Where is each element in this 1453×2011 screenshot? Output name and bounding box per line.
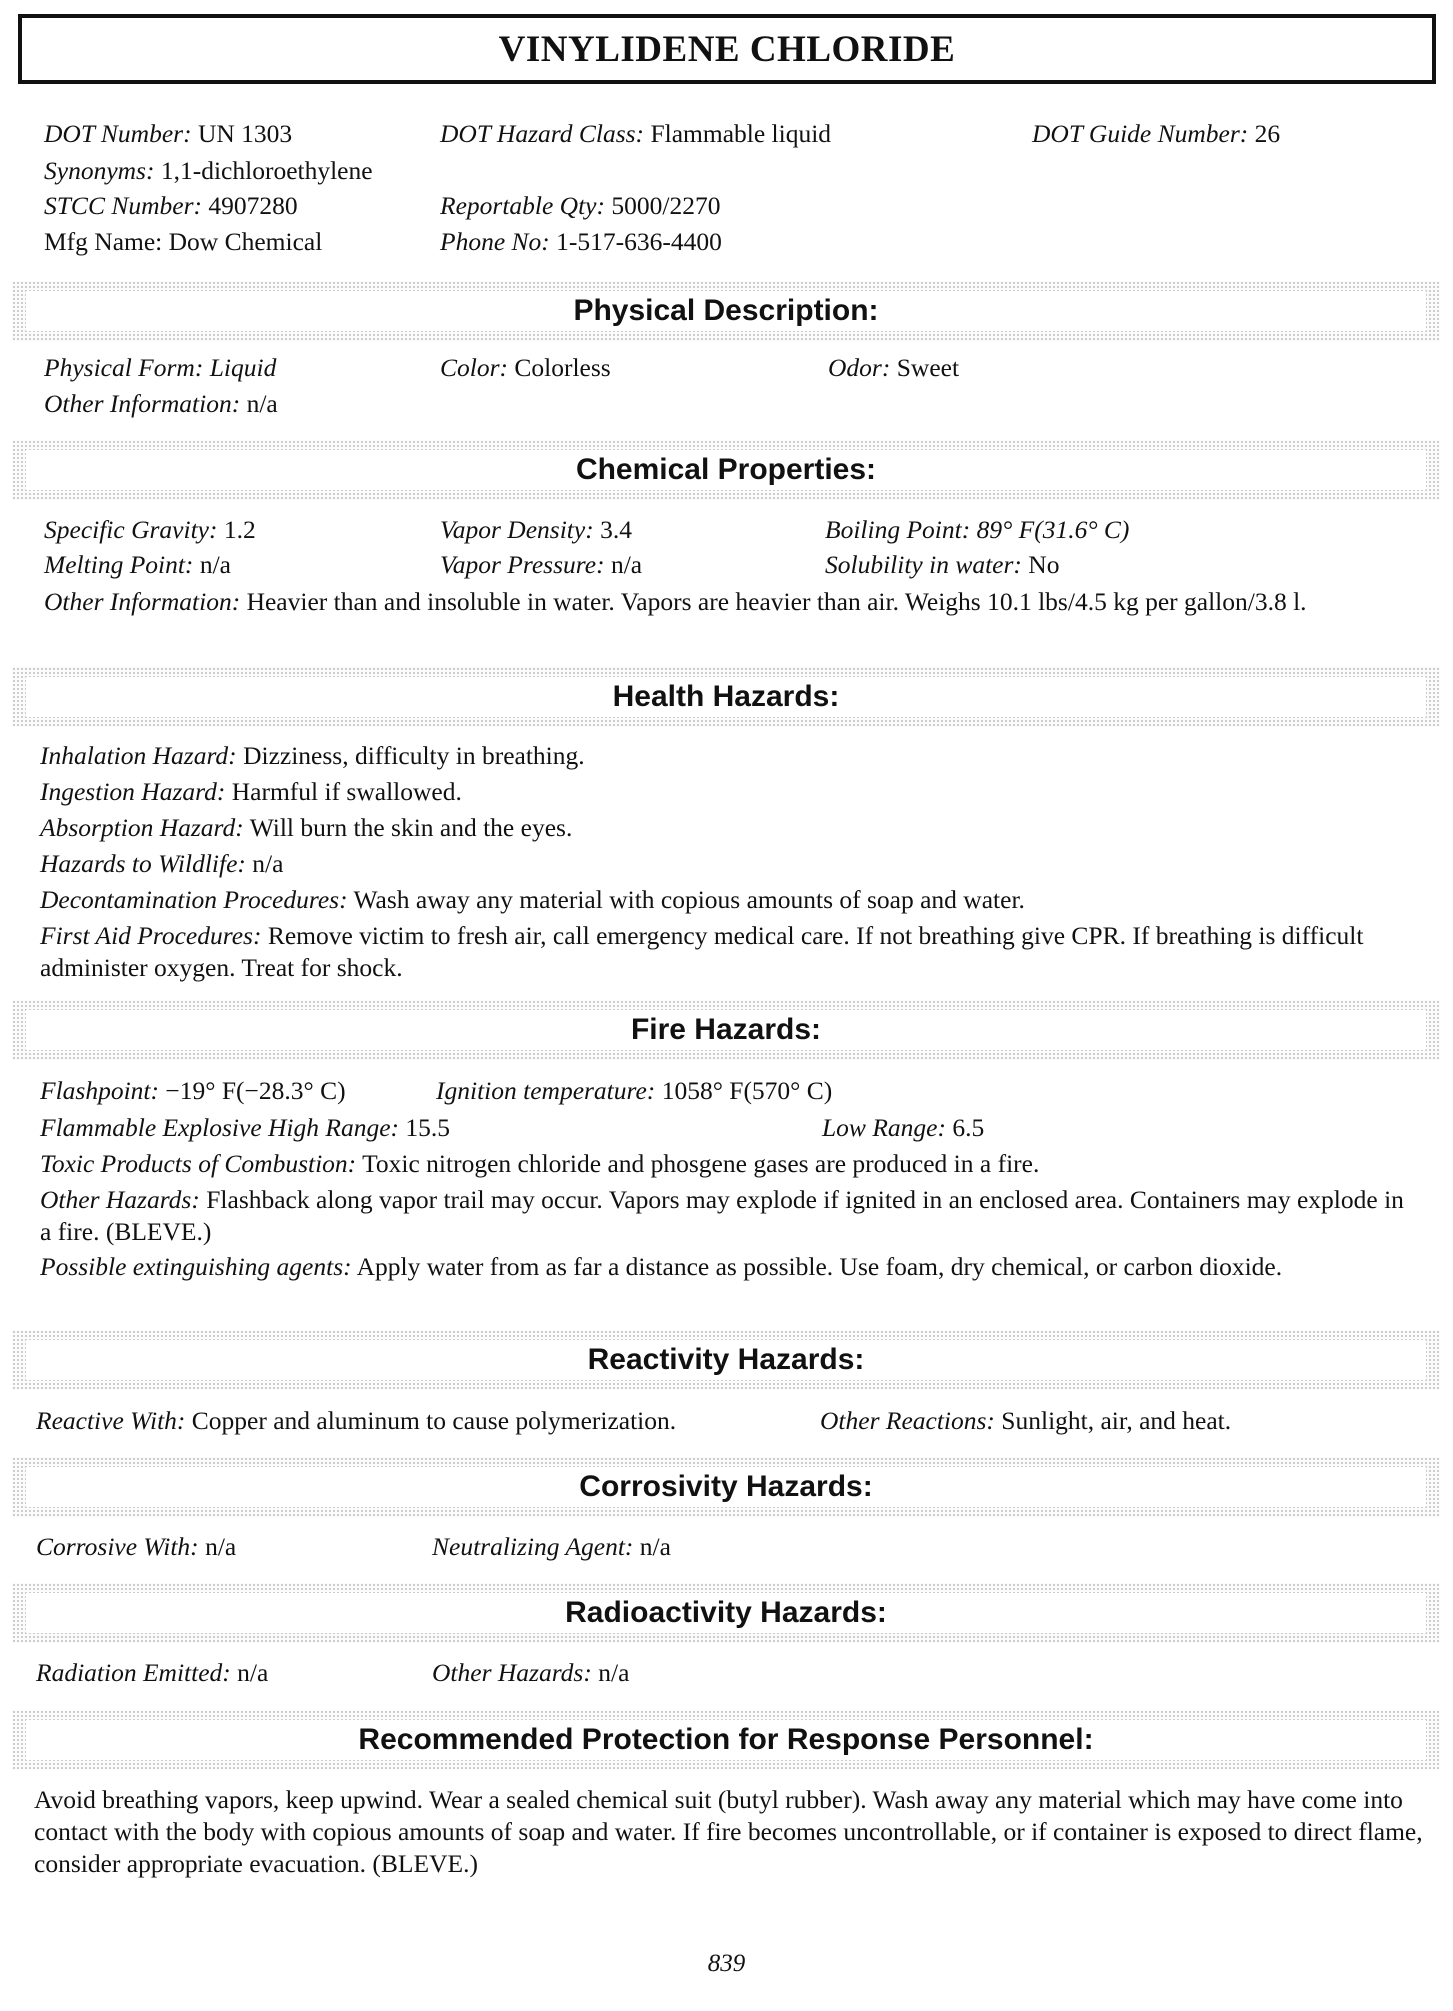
mfg-name: [44, 226, 322, 258]
phone-no: [440, 226, 722, 258]
specific-gravity-label: Specific Gravity:: [44, 515, 218, 544]
radiation-emitted-value: n/a: [237, 1658, 269, 1687]
section-heading-fire: Fire Hazards:: [630, 1013, 822, 1046]
neutralizing-agent: [432, 1531, 671, 1563]
toxic-products-value: Toxic nitrogen chloride and phosgene gases are produced in a fire.: [362, 1149, 1040, 1178]
reactive-with: [36, 1405, 676, 1437]
vapor-density: [440, 514, 632, 546]
low-range: [822, 1112, 984, 1144]
ingestion-hazard-value: Harmful if swallowed.: [231, 777, 462, 806]
section-band-health: [12, 667, 1440, 727]
low-range-value: 6.5: [952, 1113, 985, 1142]
boiling-point-label: Boiling Point:: [825, 515, 971, 544]
first-aid-procedures-label: First Aid Procedures:: [40, 921, 262, 950]
high-range-label: Flammable Explosive High Range:: [40, 1113, 400, 1142]
vapor-pressure: [440, 549, 642, 581]
ignition-temperature-value: 1058° F(570° C): [661, 1076, 833, 1105]
section-heading-health: Health Hazards:: [612, 680, 840, 713]
fire-other-hazards-label: Other Hazards:: [40, 1185, 200, 1214]
physical-form: [44, 352, 276, 384]
absorption-hazard-label: Absorption Hazard:: [40, 813, 244, 842]
section-heading-chemical: Chemical Properties:: [575, 453, 877, 486]
radioactivity-other-hazards-label: Other Hazards:: [432, 1658, 592, 1687]
chemical-other-information-value: Heavier than and insoluble in water. Vapors are heavier than air. Weighs 10.1 lbs/4.5 kg per gallon/3.8 l.: [246, 587, 1307, 616]
vapor-pressure-value: n/a: [610, 550, 643, 579]
fire-other-hazards: [40, 1184, 1420, 1248]
vapor-pressure-label: Vapor Pressure:: [440, 550, 605, 579]
extinguishing-agents-value: Apply water from as far a distance as possible. Use foam, dry chemical, or carbon dioxide.: [356, 1252, 1283, 1281]
protection-text: Avoid breathing vapors, keep upwind. Wear a sealed chemical suit (butyl rubber). Wash away any material which may have come into contact with the body with copious amounts of soap and water. If fire becomes uncontrollable, or if container is exposed to direct flame, consider appropriate evacuation. (BLEVE.): [34, 1785, 1423, 1878]
neutralizing-agent-label: Neutralizing Agent:: [432, 1532, 634, 1561]
section-band-protection: [12, 1710, 1440, 1770]
dot-number-label: DOT Number:: [44, 119, 192, 148]
ignition-temperature: [436, 1075, 832, 1107]
flashpoint-value: −19° F(−28.3° C): [165, 1076, 346, 1105]
decontamination-procedures: [40, 884, 1025, 916]
flammable-explosive-high-range: [40, 1112, 450, 1144]
corrosive-with-value: n/a: [205, 1532, 237, 1561]
color-label: Color:: [440, 353, 509, 382]
boiling-point-value: 89° F(31.6° C): [976, 515, 1130, 544]
hazards-to-wildlife-label: Hazards to Wildlife:: [40, 849, 246, 878]
corrosive-with-label: Corrosive With:: [36, 1532, 199, 1561]
inhalation-hazard-value: Dizziness, difficulty in breathing.: [243, 741, 585, 770]
absorption-hazard: [40, 812, 572, 844]
solubility-label: Solubility in water:: [825, 550, 1022, 579]
neutralizing-agent-value: n/a: [639, 1532, 671, 1561]
color: [440, 352, 611, 384]
inhalation-hazard: [40, 740, 585, 772]
solubility: [825, 549, 1059, 581]
odor: [828, 352, 959, 384]
solubility-value: No: [1028, 550, 1060, 579]
section-heading-physical: Physical Description:: [573, 294, 879, 327]
odor-label: Odor:: [828, 353, 891, 382]
section-band-fire: [12, 1000, 1440, 1060]
synonyms: [44, 155, 373, 187]
section-band-physical: [12, 281, 1440, 341]
phone-no-value: 1-517-636-4400: [556, 227, 722, 256]
extinguishing-agents-label: Possible extinguishing agents:: [40, 1252, 352, 1281]
radiation-emitted-label: Radiation Emitted:: [36, 1658, 231, 1687]
synonyms-value: 1,1-dichloroethylene: [160, 156, 373, 185]
dot-hazard-class: [440, 118, 831, 150]
title-box: [18, 14, 1436, 84]
first-aid-procedures: [40, 920, 1420, 984]
ingestion-hazard: [40, 776, 462, 808]
toxic-products-label: Toxic Products of Combustion:: [40, 1149, 357, 1178]
reportable-qty: [440, 190, 720, 222]
boiling-point: [825, 514, 1129, 546]
melting-point-value: n/a: [199, 550, 231, 579]
flashpoint-label: Flashpoint:: [40, 1076, 159, 1105]
section-heading-radioactivity: Radioactivity Hazards:: [565, 1596, 887, 1629]
section-heading-corrosivity: Corrosivity Hazards:: [579, 1470, 873, 1503]
melting-point: [44, 549, 231, 581]
dot-guide-number: [1032, 118, 1280, 150]
dot-number: [44, 118, 292, 150]
corrosive-with: [36, 1531, 236, 1563]
mfg-name-label: Mfg Name:: [44, 227, 163, 256]
physical-other-information: [44, 388, 278, 420]
hazards-to-wildlife-value: n/a: [252, 849, 284, 878]
stcc-number-value: 4907280: [208, 191, 298, 220]
dot-number-value: UN 1303: [197, 119, 293, 148]
first-aid-procedures-value: Remove victim to fresh air, call emergency medical care. If not breathing give CPR. If breathing is difficult administer oxygen. Treat for shock.: [40, 921, 1364, 982]
mfg-name-value: Dow Chemical: [168, 227, 323, 256]
other-reactions-value: Sunlight, air, and heat.: [1001, 1406, 1232, 1435]
fire-other-hazards-value: Flashback along vapor trail may occur. Vapors may explode if ignited in an enclosed area. Containers may explode in a fire. (BLEVE.): [40, 1185, 1404, 1246]
odor-value: Sweet: [896, 353, 960, 382]
absorption-hazard-value: Will burn the skin and the eyes.: [249, 813, 573, 842]
dot-hazard-class-value: Flammable liquid: [650, 119, 832, 148]
section-heading-reactivity: Reactivity Hazards:: [587, 1343, 865, 1376]
specific-gravity-value: 1.2: [223, 515, 256, 544]
synonyms-label: Synonyms:: [44, 156, 155, 185]
vapor-density-label: Vapor Density:: [440, 515, 594, 544]
reportable-qty-value: 5000/2270: [611, 191, 721, 220]
reactive-with-value: Copper and aluminum to cause polymerization.: [191, 1406, 677, 1435]
document-title: VINYLIDENE CHLORIDE: [498, 28, 956, 70]
decontamination-procedures-value: Wash away any material with copious amounts of soap and water.: [353, 885, 1025, 914]
melting-point-label: Melting Point:: [44, 550, 194, 579]
decontamination-procedures-label: Decontamination Procedures:: [40, 885, 348, 914]
dot-guide-number-label: DOT Guide Number:: [1032, 119, 1249, 148]
other-reactions-label: Other Reactions:: [820, 1406, 995, 1435]
other-reactions: [820, 1405, 1231, 1437]
toxic-products-of-combustion: [40, 1148, 1039, 1180]
section-heading-protection: Recommended Protection for Response Personnel:: [358, 1723, 1094, 1756]
phone-no-label: Phone No:: [440, 227, 550, 256]
physical-form-label: Physical Form:: [44, 353, 204, 382]
radioactivity-other-hazards-value: n/a: [598, 1658, 630, 1687]
stcc-number-label: STCC Number:: [44, 191, 202, 220]
reactive-with-label: Reactive With:: [36, 1406, 186, 1435]
radioactivity-other-hazards: [432, 1657, 629, 1689]
section-band-radioactivity: [12, 1583, 1440, 1643]
color-value: Colorless: [514, 353, 611, 382]
flashpoint: [40, 1075, 346, 1107]
section-band-reactivity: [12, 1330, 1440, 1390]
chemical-other-information: [44, 586, 1416, 618]
specific-gravity: [44, 514, 256, 546]
radiation-emitted: [36, 1657, 268, 1689]
dot-guide-number-value: 26: [1254, 119, 1281, 148]
section-band-corrosivity: [12, 1457, 1440, 1517]
hazards-to-wildlife: [40, 848, 283, 880]
high-range-value: 15.5: [405, 1113, 451, 1142]
chemical-other-information-label: Other Information:: [44, 587, 241, 616]
reportable-qty-label: Reportable Qty:: [440, 191, 605, 220]
dot-hazard-class-label: DOT Hazard Class:: [440, 119, 645, 148]
ignition-temperature-label: Ignition temperature:: [436, 1076, 656, 1105]
vapor-density-value: 3.4: [600, 515, 632, 544]
section-band-chemical: [12, 440, 1440, 500]
ingestion-hazard-label: Ingestion Hazard:: [40, 777, 226, 806]
possible-extinguishing-agents: [40, 1251, 1380, 1283]
physical-other-information-value: n/a: [246, 389, 278, 418]
inhalation-hazard-label: Inhalation Hazard:: [40, 741, 237, 770]
page-number: 839: [707, 1950, 746, 1977]
physical-other-information-label: Other Information:: [44, 389, 241, 418]
physical-form-value: Liquid: [209, 353, 277, 382]
low-range-label: Low Range:: [822, 1113, 946, 1142]
stcc-number: [44, 190, 298, 222]
